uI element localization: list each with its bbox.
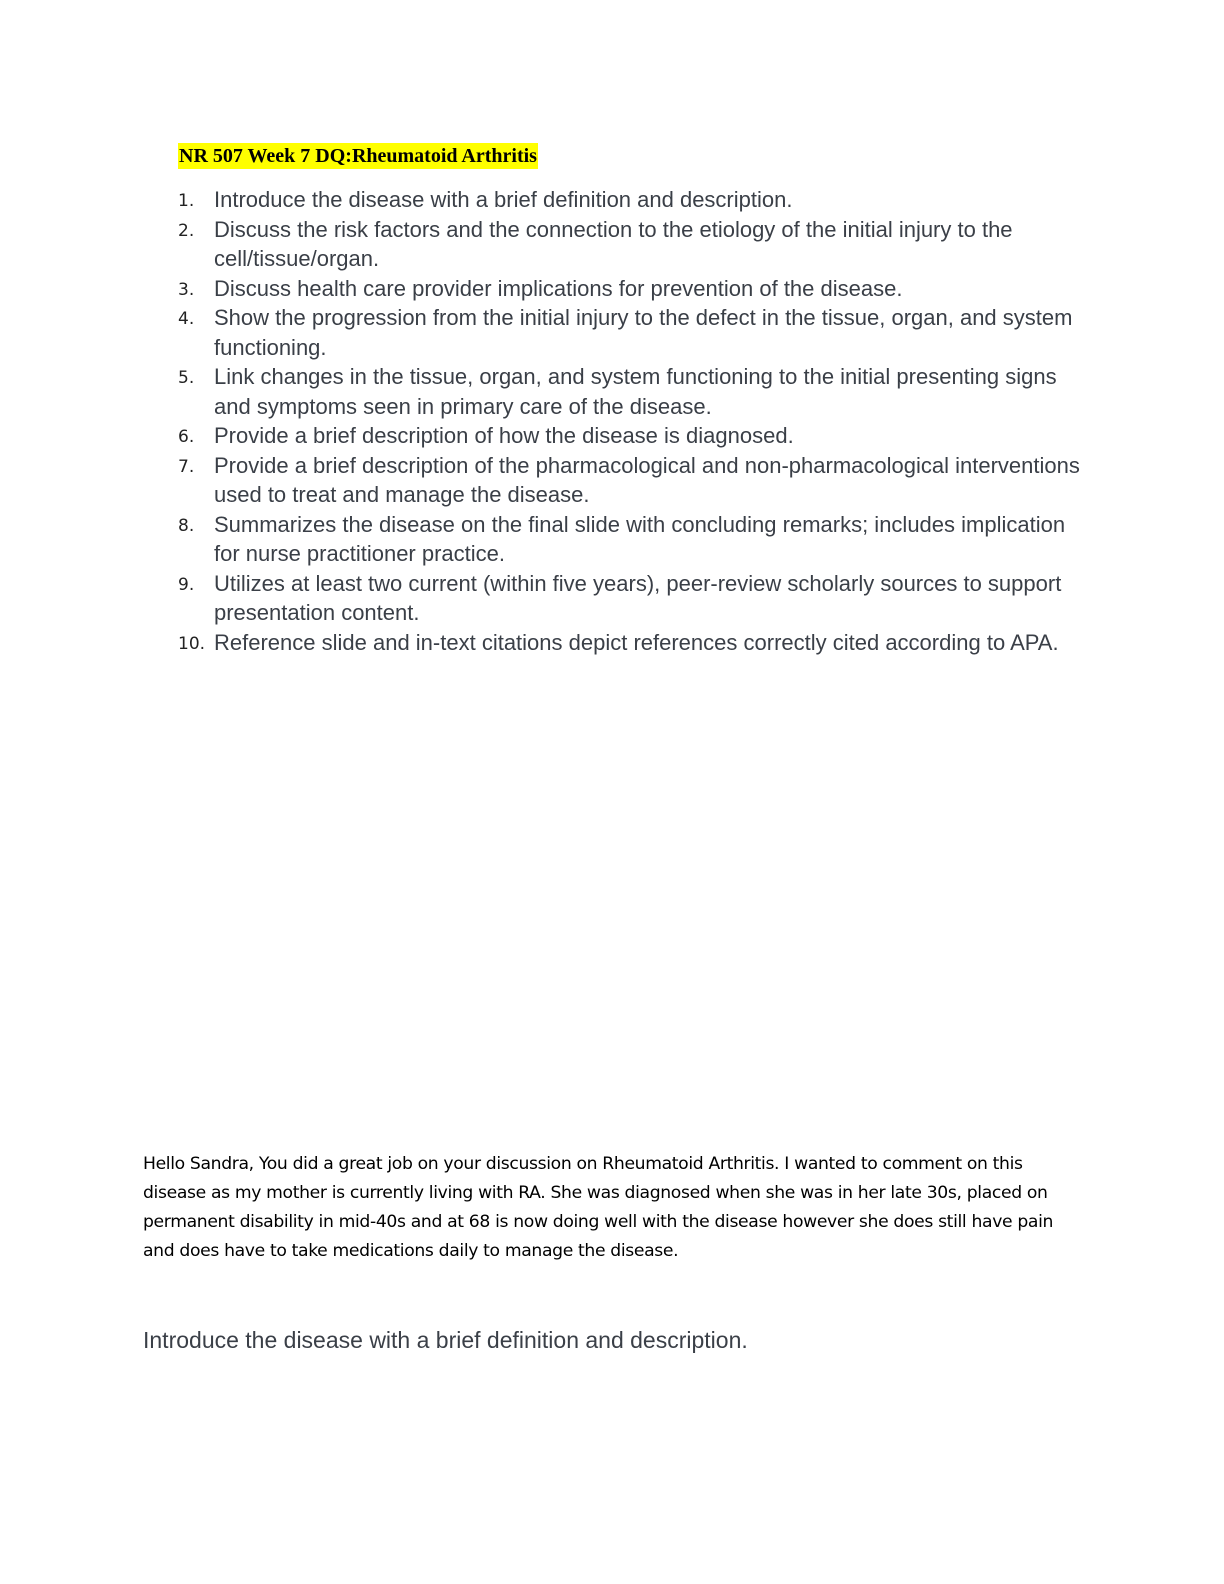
list-item xyxy=(0,185,1084,215)
document-title: NR 507 Week 7 DQ:Rheumatoid Arthritis xyxy=(179,145,537,167)
list-item-text: Summarizes the disease on the final slide with concluding remarks; includes implication for nurse practitioner practice. xyxy=(214,511,1066,566)
list-item-number: 6. xyxy=(178,427,195,447)
list-item-text: Reference slide and in-text citations depict references correctly cited according to APA. xyxy=(214,629,1059,655)
list-item-number: 9. xyxy=(178,574,195,595)
list-item-number: 2. xyxy=(178,220,195,241)
list-item-text: Show the progression from the initial injury to the defect in the tissue, organ, and system functioning. xyxy=(214,305,1073,360)
list-item-number: 3. xyxy=(178,279,195,300)
list-item-text: Introduce the disease with a brief definition and description. xyxy=(214,187,793,212)
list-item xyxy=(0,274,1084,304)
list-item xyxy=(0,451,1084,510)
list-item-text: Provide a brief description of the pharmacological and non-pharmacological interventions used to treat and manage the disease. xyxy=(214,452,1080,507)
list-item-text: Link changes in the tissue, organ, and system functioning to the initial presenting signs and symptoms seen in primary care of the disease. xyxy=(214,364,1057,419)
list-item xyxy=(0,215,1084,274)
list-item-text: Discuss the risk factors and the connection to the etiology of the initial injury to the cell/tissue/organ. xyxy=(214,216,1013,271)
list-item-number: 5. xyxy=(178,368,195,388)
list-item xyxy=(0,569,1084,628)
list-item-number: 8. xyxy=(178,515,195,536)
discussion-reply-paragraph: Hello Sandra, You did a great job on your discussion on Rheumatoid Arthritis. I wanted to comment on this disease as my mother is currently living with RA. She was diagnosed when she was in her late 30s, placed on permanent disability in mid-40s and at 68 is now doing well with the disease however she does still have pain and does have to take medications daily to manage the disease. xyxy=(143,1154,1054,1261)
list-item-number: 10. xyxy=(178,633,206,654)
list-item-text: Discuss health care provider implications for prevention of the disease. xyxy=(214,275,903,301)
section-heading: Introduce the disease with a brief definition and description. xyxy=(143,1327,748,1353)
list-item xyxy=(0,421,1084,451)
list-item-number: 1. xyxy=(178,191,195,211)
list-item-number: 4. xyxy=(178,309,195,329)
list-item-number: 7. xyxy=(178,456,195,477)
list-item-text: Provide a brief description of how the disease is diagnosed. xyxy=(214,423,794,448)
list-item xyxy=(0,628,1084,658)
list-item-text: Utilizes at least two current (within five years), peer-review scholarly sources to support presentation content. xyxy=(214,570,1062,625)
list-item xyxy=(0,362,1084,421)
list-item xyxy=(0,510,1084,569)
list-item xyxy=(0,303,1084,362)
requirements-list xyxy=(0,185,1224,657)
